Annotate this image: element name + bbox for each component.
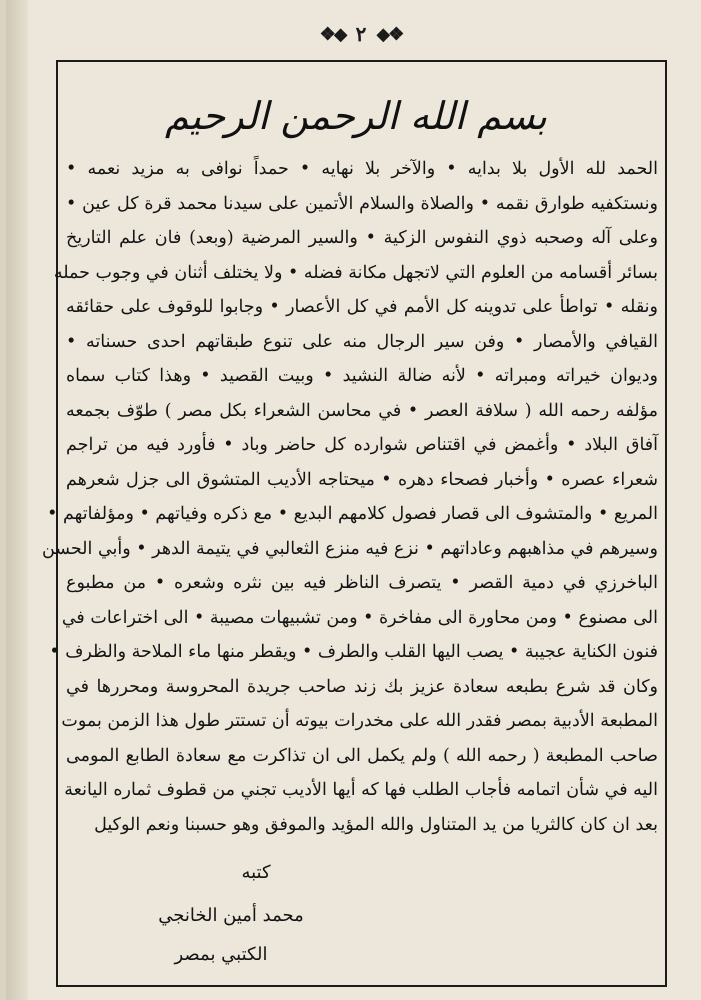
text-line: الى مصنوع • ومن محاورة الى مفاخرة • ومن تشبيهات مصيبة • الى اختراعات في: [61, 607, 658, 628]
text-line: صاحب المطبعة ( رحمه الله ) ولم يكمل الى ان تذاكرت مع سعادة الطابع المومى: [66, 745, 658, 766]
signature-name: محمد أمين الخانجي: [158, 905, 304, 926]
text-line: مؤلفه رحمه الله ( سلافة العصر • في محاسن الشعراء بكل مصر ) طوّف بجمعه: [66, 400, 658, 421]
signature-title: الكتبي بمصر: [174, 944, 268, 965]
text-line: ونقله • تواطأ على تدوينه كل الأمم في كل الأعصار • وجابوا للوقوف على حقائقه: [66, 297, 658, 317]
right-ornament-icon: ◆❖: [376, 23, 403, 45]
basmala-heading: بسم الله الرحمن الرحيم: [165, 94, 547, 138]
text-line: وكان قد شرع بطبعه سعادة عزيز بك زند صاحب جريدة المحروسة ومحررها في: [66, 676, 658, 697]
text-line: المطبعة الأدبية بمصر فقدر الله على مخدرات بيوته أن تستتر طول هذا الزمن بموت: [61, 711, 658, 731]
signature-kataba: كتبه: [241, 862, 271, 883]
left-ornament-icon: ❖◆: [319, 23, 346, 45]
text-line: اليه في شأن اتمامه فأجاب الطلب فها كه أيها الأديب تجني من قطوف ثماره اليانعة: [64, 780, 658, 800]
body-paragraph: [41, 152, 658, 842]
page-number: ٢: [355, 22, 367, 46]
text-line: آفاق البلاد • وأغمض في اقتناص شوارده كل حاضر وباد • فأورد فيه من تراجم: [66, 435, 658, 455]
text-line: فنون الكناية عجيبة • يصب اليها القلب والطرف • ويقطر منها ماء الملاحة والظرف •: [49, 642, 658, 662]
text-line: الحمد لله الأول بلا بدايه • والآخر بلا نهايه • حمداً نوافى به مزيد نعمه •: [66, 159, 658, 179]
text-line: ونستكفيه طوارق نقمه • والصلاة والسلام الأتمين على سيدنا محمد قرة كل عين •: [66, 193, 658, 214]
book-page: [6, 0, 701, 1000]
text-line: شعراء عصره • وأخبار فصحاء دهره • ميحتاجه الأديب المتشوق الى جزل شعرهم: [66, 469, 658, 490]
text-line: القيافي والأمصار • وفن سير الرجال منه على تنوع طبقاتهم احدى حسناته •: [66, 331, 658, 352]
text-line: بعد ان كان كالثريا من يد المتناول والله المؤيد والموفق وهو حسبنا ونعم الوكيل: [94, 814, 658, 835]
page-number-header: [306, 18, 416, 50]
text-line: وسيرهم في مذاهبهم وعاداتهم • نزع فيه منزع الثعالبي في يتيمة الدهر • وأبي الحسن: [41, 538, 658, 559]
text-line: وديوان خيراته ومبراته • لأنه ضالة النشيد • وبيت القصيد • وهذا كتاب سماه: [66, 366, 658, 386]
text-line: بسائر أقسامه من العلوم التي لاتجهل مكانة فضله • ولا يختلف أثنان في وجوب حمله: [53, 262, 658, 283]
text-line: وعلى آله وصحبه ذوي النفوس الزكية • والسير المرضية (وبعد) فان علم التاريخ: [66, 228, 658, 248]
page-gutter: [6, 0, 28, 1000]
text-line: المريع • والمتشوف الى قصار فصول كلامهم البديع • مع ذكره وفياتهم • ومؤلفاتهم •: [47, 504, 658, 524]
text-line: الباخرزي في دمية القصر • يتصرف الناظر فيه بين نثره وشعره • من مطبوع: [66, 573, 658, 593]
